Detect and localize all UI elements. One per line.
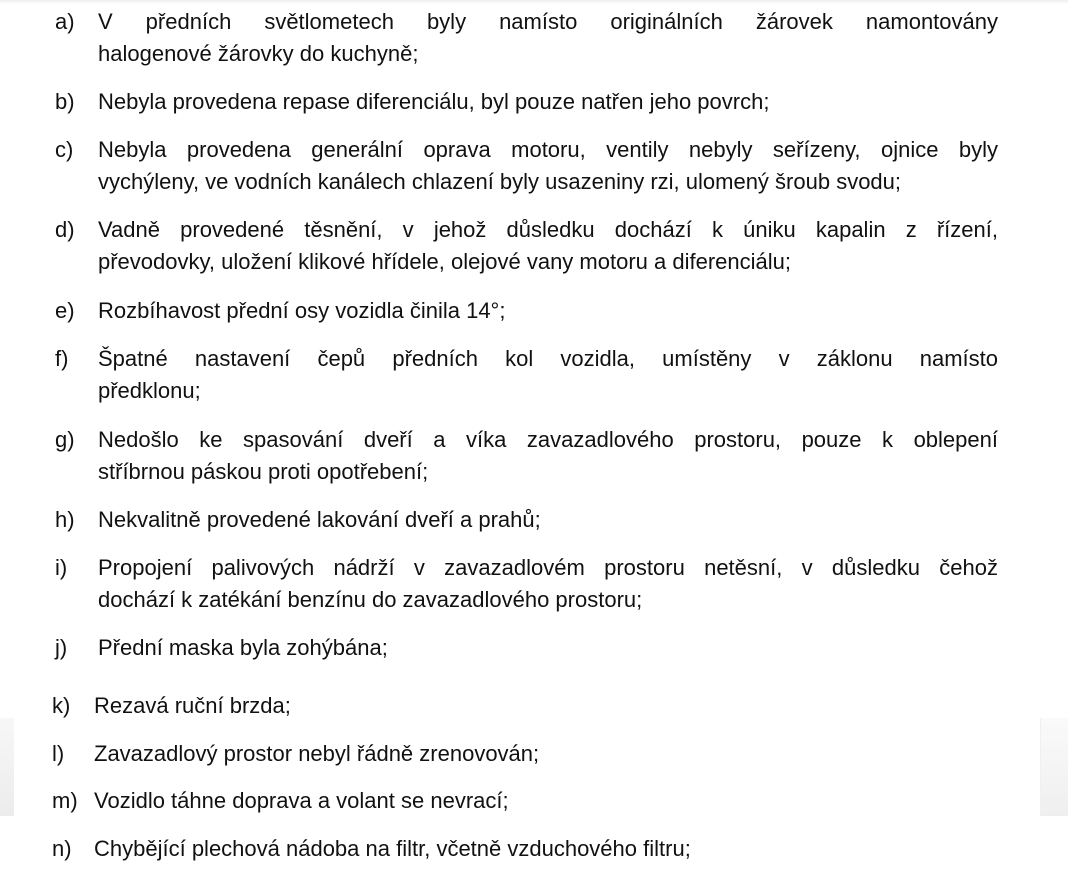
item-text-line: Přední maska byla zohýbána; — [98, 635, 388, 660]
item-text-line: halogenové žárovky do kuchyně; — [98, 41, 419, 66]
item-text-line: Rozbíhavost přední osy vozidla činila 14°; — [98, 298, 506, 323]
right-edge-shade — [1040, 718, 1068, 816]
item-label: e) — [55, 298, 75, 323]
page-top-shadow — [0, 0, 1068, 4]
item-label: a) — [55, 9, 75, 34]
item-label: f) — [55, 346, 69, 371]
item-label: m) — [52, 788, 78, 813]
item-text-line: Vozidlo táhne doprava a volant se nevrací; — [94, 788, 509, 813]
item-text-line: Nebyla provedena generální oprava motoru, ventily nebyly seřízeny, ojnice byly — [98, 137, 998, 162]
item-label: j) — [55, 635, 68, 660]
item-label: h) — [55, 507, 75, 532]
item-text-line: převodovky, uložení klikové hřídele, olejové vany motoru a diferenciálu; — [98, 249, 791, 274]
item-label: i) — [55, 555, 68, 580]
item-text-line: Chybějící plechová nádoba na filtr, včetně vzduchového filtru; — [94, 836, 691, 861]
item-label: d) — [55, 217, 75, 242]
item-text-line: Zavazadlový prostor nebyl řádně zrenovován; — [94, 741, 540, 766]
item-text-line: předklonu; — [98, 378, 201, 403]
item-label: k) — [52, 693, 71, 718]
item-label: l) — [52, 741, 65, 766]
item-text-line: Propojení palivových nádrží v zavazadlovém prostoru netěsní, v důsledku čehož — [98, 555, 998, 580]
item-text-line: V předních světlometech byly namísto originálních žárovek namontovány — [98, 9, 998, 34]
item-text-line: stříbrnou páskou proti opotřebení; — [98, 459, 429, 484]
item-text-line: Vadně provedené těsnění, v jehož důsledku dochází k úniku kapalin z řízení, — [98, 217, 998, 242]
item-text-line: Nekvalitně provedené lakování dveří a prahů; — [98, 507, 541, 532]
item-text-line: Nebyla provedena repase diferenciálu, byl pouze natřen jeho povrch; — [98, 89, 770, 114]
item-text-line: dochází k zatékání benzínu do zavazadlového prostoru; — [98, 587, 643, 612]
item-label: n) — [52, 836, 72, 861]
item-label: g) — [55, 427, 75, 452]
item-text-line: Nedošlo ke spasování dveří a víka zavazadlového prostoru, pouze k oblepení — [98, 427, 998, 452]
item-text-line: Rezavá ruční brzda; — [94, 693, 291, 718]
item-label: b) — [55, 89, 75, 114]
item-label: c) — [55, 137, 74, 162]
left-edge-shade — [0, 718, 14, 816]
item-text-line: vychýleny, ve vodních kanálech chlazení byly usazeniny rzi, ulomený šroub svodu; — [98, 169, 902, 194]
item-text-line: Špatné nastavení čepů předních kol vozidla, umístěny v záklonu namísto — [98, 346, 998, 371]
